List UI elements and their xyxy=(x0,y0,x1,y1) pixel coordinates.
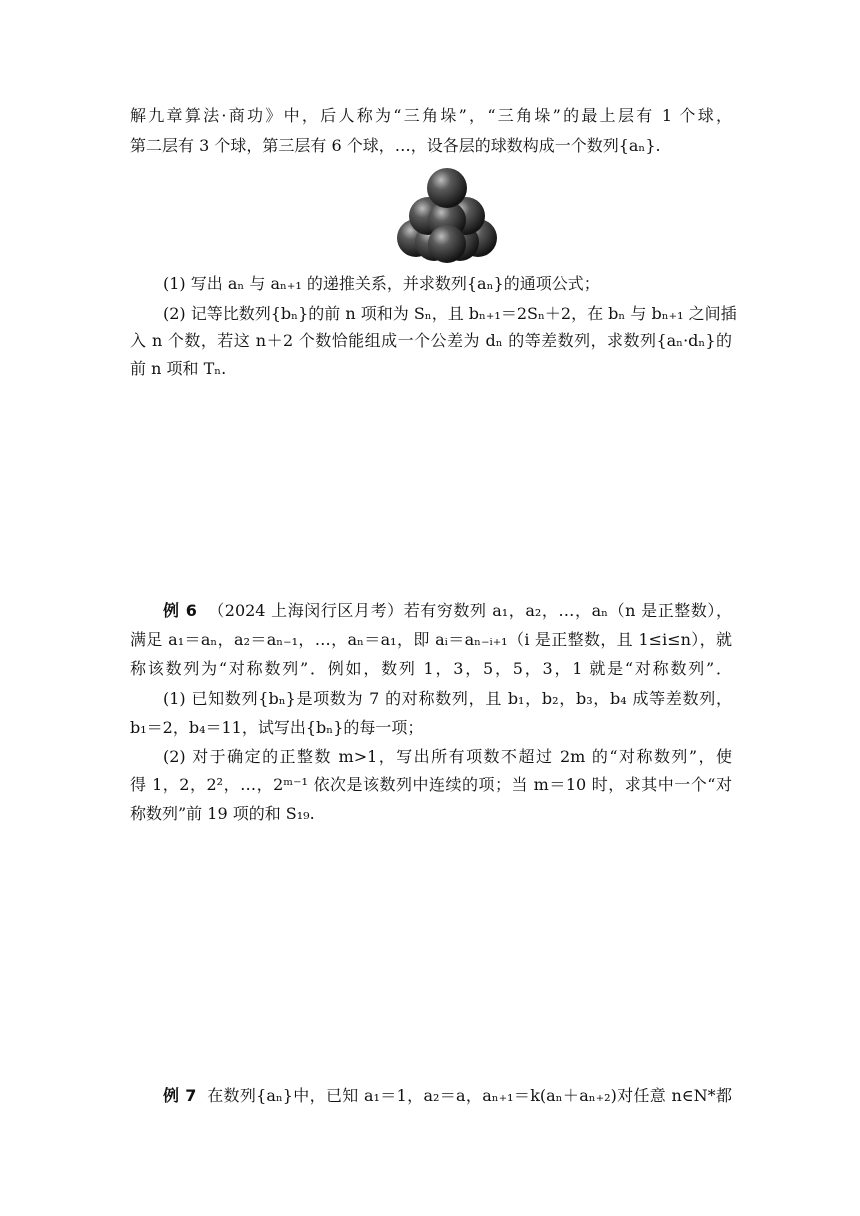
example-label: 例 7 xyxy=(163,1086,197,1105)
sphere xyxy=(427,168,467,208)
ex5-question-2-line-2: 入 n 个数，若这 n＋2 个数恰能组成一个公差为 dₙ 的等差数列，求数列{aₙ·dₙ}的 xyxy=(130,331,732,350)
ex6-line-2: 满足 a₁＝aₙ，a₂＝aₙ₋₁，…，aₙ＝a₁，即 aᵢ＝aₙ₋ᵢ₊₁（i 是正整数，且 1≤i≤n），就 xyxy=(130,630,732,649)
ex6-line-1 xyxy=(163,601,732,621)
ex6-question-2-line-3: 称数列”前 19 项的和 S₁₉. xyxy=(130,804,315,823)
intro-line-2: 第二层有 3 个球，第三层有 6 个球，…，设各层的球数构成一个数列{aₙ}. xyxy=(130,136,661,155)
ex6-line-3: 称该数列为“对称数列”．例如，数列 1，3，5，5，3，1 就是“对称数列”． xyxy=(130,659,732,678)
ex5-question-2-line-1: (2) 记等比数列{bₙ}的前 n 项和为 Sₙ，且 bₙ₊₁＝2Sₙ＋2，在 bₙ 与 bₙ₊₁ 之间插 xyxy=(163,304,737,323)
sphere xyxy=(428,225,466,263)
ex7-line-1 xyxy=(163,1086,732,1106)
ex6-question-1-line-2: b₁＝2，b₄＝11，试写出{bₙ}的每一项； xyxy=(130,718,424,737)
sphere-pyramid-figure xyxy=(394,164,500,264)
ex7-text-1: 在数列{aₙ}中，已知 a₁＝1，a₂＝a，aₙ₊₁＝k(aₙ＋aₙ₊₂)对任意 n∈N*都 xyxy=(207,1086,732,1105)
example-label: 例 6 xyxy=(163,601,197,620)
ex6-text-1: （2024 上海闵行区月考）若有穷数列 a₁，a₂，…，aₙ（n 是正整数）， xyxy=(208,601,733,620)
ex5-question-2-line-3: 前 n 项和 Tₙ. xyxy=(130,359,227,378)
ex6-question-2-line-1: (2) 对于确定的正整数 m>1，写出所有项数不超过 2m 的“对称数列”，使 xyxy=(163,747,732,766)
ex6-question-2-line-2: 得 1，2，2²，…，2ᵐ⁻¹ 依次是该数列中连续的项；当 m＝10 时，求其中一个“对 xyxy=(130,775,732,794)
ex5-question-1: (1) 写出 aₙ 与 aₙ₊₁ 的递推关系，并求数列{aₙ}的通项公式； xyxy=(163,274,600,293)
intro-line-1: 解九章算法·商功》中，后人称为“三角垛”，“三角垛”的最上层有 1 个球， xyxy=(130,106,732,125)
ex6-question-1-line-1: (1) 已知数列{bₙ}是项数为 7 的对称数列，且 b₁，b₂，b₃，b₄ 成等差数列， xyxy=(163,689,732,708)
